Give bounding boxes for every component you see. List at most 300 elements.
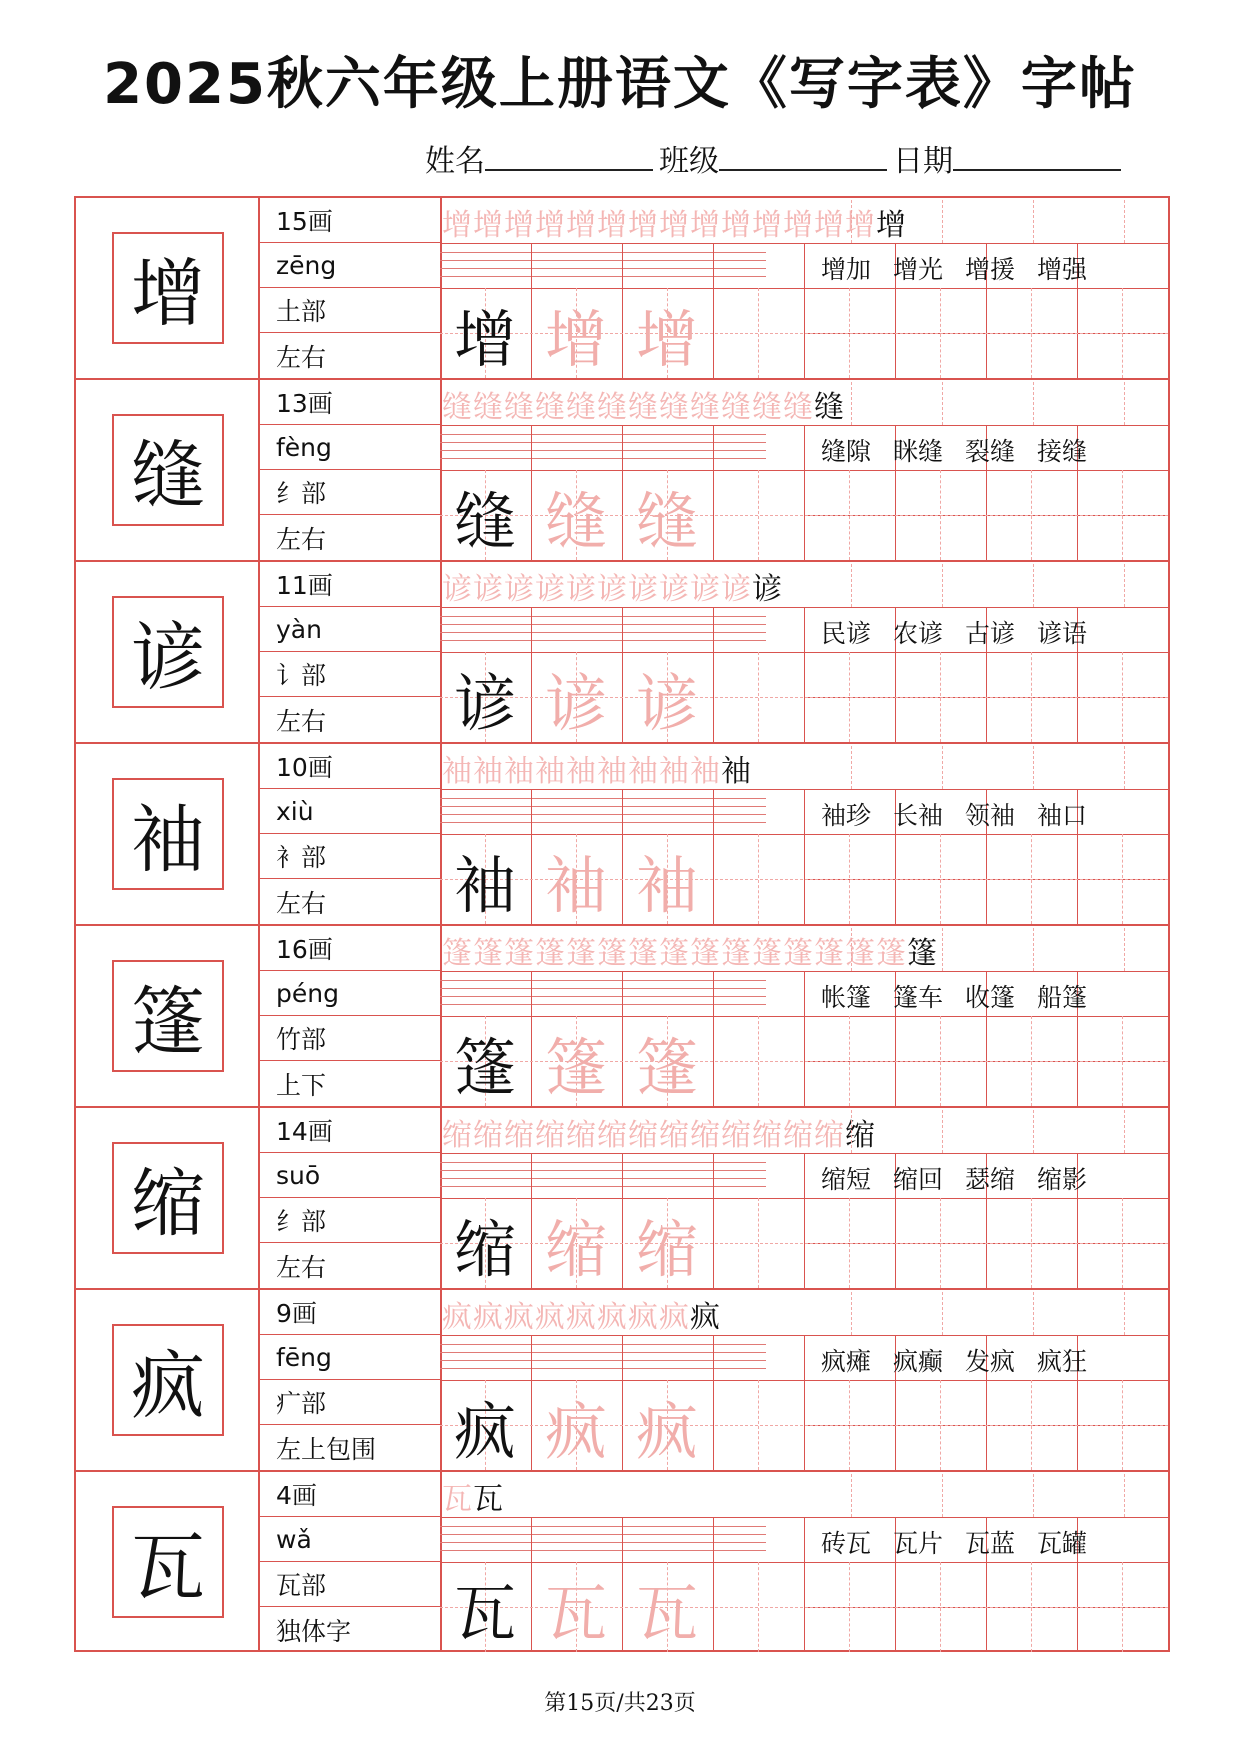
practice-cell[interactable] xyxy=(895,288,985,378)
pinyin: péng xyxy=(258,971,440,1016)
character-row xyxy=(76,1108,1168,1290)
stroke-step: 增 xyxy=(597,208,628,243)
practice-cell[interactable] xyxy=(986,834,1076,924)
tracing-character: 增 xyxy=(635,302,698,376)
radical: 竹部 xyxy=(258,1016,440,1061)
practice-cell[interactable] xyxy=(986,1562,1076,1652)
structure: 上下 xyxy=(276,1070,327,1100)
stroke-step: 缩 xyxy=(845,1118,876,1153)
guide-line xyxy=(1033,382,1034,425)
word: 裂缝 xyxy=(965,437,1016,466)
grid-line xyxy=(1168,607,1169,742)
guide-line xyxy=(1033,928,1034,971)
pinyin-line xyxy=(440,1344,766,1345)
practice-cell[interactable] xyxy=(986,1016,1076,1106)
pinyin-line xyxy=(440,276,766,277)
stroke-step: 缩 xyxy=(690,1118,721,1153)
pinyin-line xyxy=(440,442,766,443)
stroke-step: 增 xyxy=(442,208,473,243)
pinyin-line xyxy=(440,822,766,823)
word: 瑟缩 xyxy=(965,1165,1016,1194)
word: 长袖 xyxy=(893,801,944,830)
word: 农谚 xyxy=(893,619,944,648)
character-row xyxy=(76,562,1168,744)
stroke-step: 袖 xyxy=(566,754,597,789)
practice-cell[interactable] xyxy=(1077,288,1167,378)
stroke-step: 袖 xyxy=(504,754,535,789)
word-list xyxy=(821,1524,1087,1560)
word: 瓦片 xyxy=(893,1529,944,1558)
stroke-step: 缝 xyxy=(566,390,597,425)
stroke-step: 袖 xyxy=(473,754,504,789)
pinyin-line xyxy=(440,1526,766,1527)
stroke-count: 4画 xyxy=(258,1472,440,1517)
word: 增光 xyxy=(893,255,944,284)
stroke-step: 袖 xyxy=(628,754,659,789)
pinyin-line xyxy=(440,434,766,435)
radical: 纟部 xyxy=(258,1198,440,1243)
structure: 左右 xyxy=(276,706,327,736)
word: 收篷 xyxy=(965,983,1016,1012)
tracing-character: 疯 xyxy=(635,1394,698,1468)
word: 篷车 xyxy=(893,983,944,1012)
practice-model-character: 增 xyxy=(453,302,516,376)
practice-cell[interactable] xyxy=(986,288,1076,378)
pinyin-line xyxy=(440,988,766,989)
word: 帐篷 xyxy=(821,983,872,1012)
stroke-step: 疯 xyxy=(628,1300,659,1335)
grid-line xyxy=(1168,243,1169,378)
guide-line xyxy=(1033,1110,1034,1153)
stroke-count: 15画 xyxy=(258,198,440,243)
guide-line xyxy=(1124,746,1125,789)
practice-cell[interactable] xyxy=(804,470,894,560)
word: 缝隙 xyxy=(821,437,872,466)
stroke-step: 缩 xyxy=(442,1118,473,1153)
stroke-step: 缩 xyxy=(535,1118,566,1153)
stroke-step: 缩 xyxy=(504,1118,535,1153)
grid-line xyxy=(1168,971,1169,1106)
stroke-step: 疯 xyxy=(442,1300,473,1335)
stroke-step: 缩 xyxy=(566,1118,597,1153)
pinyin-line xyxy=(440,1360,766,1361)
stroke-step: 缩 xyxy=(628,1118,659,1153)
stroke-step: 谚 xyxy=(721,572,752,607)
word-list xyxy=(821,1342,1087,1378)
model-character: 疯 xyxy=(112,1324,224,1436)
tracing-character: 瓦 xyxy=(544,1576,607,1650)
stroke-step: 疯 xyxy=(690,1300,721,1335)
pinyin: fēng xyxy=(258,1335,440,1380)
stroke-sequence xyxy=(442,200,907,244)
tracing-character: 缝 xyxy=(635,484,698,558)
practice-cell[interactable] xyxy=(713,1562,803,1652)
pinyin: suō xyxy=(258,1153,440,1198)
tracing-character: 篷 xyxy=(544,1030,607,1104)
tracing-character: 缝 xyxy=(544,484,607,558)
guide-line xyxy=(851,746,852,789)
stroke-step: 缩 xyxy=(814,1118,845,1153)
stroke-step: 篷 xyxy=(752,936,783,971)
stroke-step: 谚 xyxy=(628,572,659,607)
guide-line xyxy=(1033,746,1034,789)
practice-cell[interactable] xyxy=(895,1562,985,1652)
stroke-step: 缩 xyxy=(659,1118,690,1153)
practice-model-character: 疯 xyxy=(453,1394,516,1468)
practice-cell[interactable] xyxy=(713,1016,803,1106)
model-character: 瓦 xyxy=(112,1506,224,1618)
guide-line xyxy=(1124,928,1125,971)
stroke-step: 谚 xyxy=(690,572,721,607)
structure: 左右 xyxy=(276,888,327,918)
stroke-step: 缩 xyxy=(783,1118,814,1153)
grid-line xyxy=(1168,1517,1169,1652)
stroke-step: 疯 xyxy=(473,1300,504,1335)
stroke-step: 篷 xyxy=(721,936,752,971)
word-list xyxy=(821,250,1087,286)
guide-line xyxy=(1124,200,1125,243)
stroke-step: 篷 xyxy=(566,936,597,971)
date-blank[interactable] xyxy=(953,139,1121,171)
guide-line xyxy=(942,200,943,243)
guide-line xyxy=(1124,1110,1125,1153)
pinyin-line xyxy=(440,1534,766,1535)
practice-cell[interactable] xyxy=(804,652,894,742)
stroke-step: 篷 xyxy=(535,936,566,971)
pinyin-line xyxy=(440,458,766,459)
character-row xyxy=(76,1290,1168,1472)
word-list xyxy=(821,432,1087,468)
stroke-step: 缝 xyxy=(504,390,535,425)
pinyin-line xyxy=(440,814,766,815)
grid-line xyxy=(1168,789,1169,924)
tracing-character: 疯 xyxy=(544,1394,607,1468)
guide-line xyxy=(851,1474,852,1517)
guide-line xyxy=(942,382,943,425)
stroke-step: 缝 xyxy=(473,390,504,425)
structure: 独体字 xyxy=(276,1616,352,1646)
guide-line xyxy=(942,1292,943,1335)
practice-cell[interactable] xyxy=(895,652,985,742)
name-blank[interactable] xyxy=(485,139,653,171)
pinyin-line xyxy=(440,1550,766,1551)
practice-cell[interactable] xyxy=(895,1380,985,1470)
stroke-step: 篷 xyxy=(659,936,690,971)
pinyin: fèng xyxy=(258,425,440,470)
stroke-step: 缝 xyxy=(752,390,783,425)
stroke-step: 缝 xyxy=(597,390,628,425)
structure: 左右 xyxy=(276,342,327,372)
practice-cell[interactable] xyxy=(804,1016,894,1106)
word: 瓦罐 xyxy=(1037,1529,1088,1558)
model-character: 袖 xyxy=(112,778,224,890)
practice-cell[interactable] xyxy=(804,1198,894,1288)
model-character: 缝 xyxy=(112,414,224,526)
stroke-sequence xyxy=(442,746,752,790)
stroke-sequence xyxy=(442,1474,504,1518)
student-info xyxy=(425,136,1127,180)
grid-line xyxy=(1168,1335,1169,1470)
tracing-character: 增 xyxy=(544,302,607,376)
word: 发疯 xyxy=(965,1347,1016,1376)
practice-cell[interactable] xyxy=(713,652,803,742)
radical: 衤部 xyxy=(258,834,440,879)
guide-line xyxy=(1124,1292,1125,1335)
stroke-step: 增 xyxy=(876,208,907,243)
word: 砖瓦 xyxy=(821,1529,872,1558)
practice-cell[interactable] xyxy=(713,834,803,924)
stroke-step: 疯 xyxy=(535,1300,566,1335)
practice-cell[interactable] xyxy=(895,1198,985,1288)
name-label: 姓名 xyxy=(425,144,485,179)
practice-cell[interactable] xyxy=(1077,1016,1167,1106)
practice-cell[interactable] xyxy=(986,470,1076,560)
practice-cell[interactable] xyxy=(1077,1380,1167,1470)
pinyin-line xyxy=(440,260,766,261)
stroke-step: 篷 xyxy=(690,936,721,971)
pinyin-line xyxy=(440,1368,766,1369)
practice-cell[interactable] xyxy=(986,1380,1076,1470)
pinyin-line xyxy=(440,1162,766,1163)
practice-model-character: 缩 xyxy=(453,1212,516,1286)
practice-grid xyxy=(74,196,1170,1652)
practice-cell[interactable] xyxy=(804,834,894,924)
stroke-step: 增 xyxy=(566,208,597,243)
stroke-step: 篷 xyxy=(442,936,473,971)
radical: 疒部 xyxy=(258,1380,440,1425)
guide-line xyxy=(942,564,943,607)
stroke-step: 增 xyxy=(659,208,690,243)
pinyin-line xyxy=(440,1542,766,1543)
practice-cell[interactable] xyxy=(713,1198,803,1288)
tracing-character: 篷 xyxy=(635,1030,698,1104)
guide-line xyxy=(1124,564,1125,607)
stroke-step: 谚 xyxy=(752,572,783,607)
radical: 纟部 xyxy=(258,470,440,515)
radical: 讠部 xyxy=(258,652,440,697)
tracing-character: 谚 xyxy=(544,666,607,740)
class-blank[interactable] xyxy=(719,139,887,171)
guide-line xyxy=(1124,382,1125,425)
practice-cell[interactable] xyxy=(986,1198,1076,1288)
word: 谚语 xyxy=(1037,619,1088,648)
practice-model-character: 瓦 xyxy=(453,1576,516,1650)
guide-line xyxy=(851,200,852,243)
stroke-step: 篷 xyxy=(814,936,845,971)
practice-cell[interactable] xyxy=(804,288,894,378)
stroke-step: 缩 xyxy=(721,1118,752,1153)
guide-line xyxy=(1124,1474,1125,1517)
model-character: 谚 xyxy=(112,596,224,708)
practice-model-character: 缝 xyxy=(453,484,516,558)
stroke-step: 缝 xyxy=(721,390,752,425)
stroke-count: 16画 xyxy=(258,926,440,971)
word: 疯狂 xyxy=(1037,1347,1088,1376)
stroke-step: 缝 xyxy=(628,390,659,425)
practice-model-character: 篷 xyxy=(453,1030,516,1104)
practice-cell[interactable] xyxy=(1077,652,1167,742)
stroke-step: 谚 xyxy=(473,572,504,607)
stroke-step: 缩 xyxy=(473,1118,504,1153)
stroke-step: 谚 xyxy=(535,572,566,607)
stroke-step: 篷 xyxy=(907,936,938,971)
stroke-sequence xyxy=(442,564,783,608)
structure: 左上包围 xyxy=(276,1434,377,1464)
stroke-step: 瓦 xyxy=(442,1482,473,1517)
guide-line xyxy=(942,1474,943,1517)
word: 增援 xyxy=(965,255,1016,284)
word: 古谚 xyxy=(965,619,1016,648)
word-list xyxy=(821,978,1087,1014)
stroke-step: 缝 xyxy=(814,390,845,425)
stroke-step: 谚 xyxy=(597,572,628,607)
stroke-step: 袖 xyxy=(597,754,628,789)
practice-cell[interactable] xyxy=(713,1380,803,1470)
practice-model-character: 袖 xyxy=(453,848,516,922)
stroke-count: 10画 xyxy=(258,744,440,789)
guide-line xyxy=(942,1110,943,1153)
stroke-step: 谚 xyxy=(566,572,597,607)
stroke-step: 袖 xyxy=(721,754,752,789)
pinyin-line xyxy=(440,450,766,451)
stroke-count: 14画 xyxy=(258,1108,440,1153)
stroke-step: 谚 xyxy=(504,572,535,607)
pinyin-line xyxy=(440,1178,766,1179)
practice-cell[interactable] xyxy=(1077,834,1167,924)
practice-cell[interactable] xyxy=(1077,470,1167,560)
practice-cell[interactable] xyxy=(895,834,985,924)
stroke-step: 增 xyxy=(783,208,814,243)
guide-line xyxy=(851,1292,852,1335)
tracing-character: 袖 xyxy=(635,848,698,922)
stroke-step: 增 xyxy=(628,208,659,243)
stroke-step: 缝 xyxy=(442,390,473,425)
character-row xyxy=(76,198,1168,380)
model-character: 缩 xyxy=(112,1142,224,1254)
radical: 瓦部 xyxy=(258,1562,440,1607)
stroke-sequence xyxy=(442,928,938,972)
stroke-step: 疯 xyxy=(566,1300,597,1335)
stroke-step: 疯 xyxy=(659,1300,690,1335)
guide-line xyxy=(851,928,852,971)
stroke-step: 增 xyxy=(752,208,783,243)
word: 眯缝 xyxy=(893,437,944,466)
tracing-character: 瓦 xyxy=(635,1576,698,1650)
class-label: 班级 xyxy=(659,144,719,179)
word-list xyxy=(821,614,1087,650)
word: 缩短 xyxy=(821,1165,872,1194)
stroke-step: 增 xyxy=(814,208,845,243)
practice-cell[interactable] xyxy=(1077,1198,1167,1288)
practice-cell[interactable] xyxy=(895,1016,985,1106)
stroke-step: 瓦 xyxy=(473,1482,504,1517)
model-character: 增 xyxy=(112,232,224,344)
stroke-step: 增 xyxy=(535,208,566,243)
pinyin-line xyxy=(440,1352,766,1353)
pinyin: yàn xyxy=(258,607,440,652)
practice-cell[interactable] xyxy=(986,652,1076,742)
practice-cell[interactable] xyxy=(804,1562,894,1652)
pinyin: zēng xyxy=(258,243,440,288)
pinyin-line xyxy=(440,1170,766,1171)
pinyin: xiù xyxy=(258,789,440,834)
word: 袖珍 xyxy=(821,801,872,830)
practice-cell[interactable] xyxy=(1077,1562,1167,1652)
word: 疯瘫 xyxy=(821,1347,872,1376)
character-row xyxy=(76,744,1168,926)
pinyin-line xyxy=(440,624,766,625)
stroke-step: 袖 xyxy=(535,754,566,789)
guide-line xyxy=(851,1110,852,1153)
pinyin-line xyxy=(440,980,766,981)
practice-cell[interactable] xyxy=(895,470,985,560)
stroke-step: 缝 xyxy=(783,390,814,425)
character-row xyxy=(76,1472,1168,1654)
pinyin-line xyxy=(440,996,766,997)
page-footer: 第15页/共23页 xyxy=(544,1691,696,1716)
guide-line xyxy=(1033,564,1034,607)
tracing-character: 袖 xyxy=(544,848,607,922)
word: 增强 xyxy=(1037,255,1088,284)
pinyin-line xyxy=(440,806,766,807)
stroke-step: 缝 xyxy=(690,390,721,425)
grid-line xyxy=(1168,1153,1169,1288)
character-row xyxy=(76,380,1168,562)
stroke-step: 缝 xyxy=(659,390,690,425)
stroke-step: 篷 xyxy=(473,936,504,971)
stroke-sequence xyxy=(442,382,845,426)
character-row xyxy=(76,926,1168,1108)
word: 缩回 xyxy=(893,1165,944,1194)
pinyin-line xyxy=(440,640,766,641)
word: 民谚 xyxy=(821,619,872,648)
stroke-step: 增 xyxy=(473,208,504,243)
stroke-step: 篷 xyxy=(783,936,814,971)
stroke-step: 谚 xyxy=(442,572,473,607)
guide-line xyxy=(942,928,943,971)
tracing-character: 谚 xyxy=(635,666,698,740)
practice-model-character: 谚 xyxy=(453,666,516,740)
stroke-step: 袖 xyxy=(442,754,473,789)
practice-cell[interactable] xyxy=(804,1380,894,1470)
pinyin-line xyxy=(440,1004,766,1005)
structure: 左右 xyxy=(276,524,327,554)
stroke-step: 缩 xyxy=(752,1118,783,1153)
stroke-step: 篷 xyxy=(876,936,907,971)
guide-line xyxy=(1033,1474,1034,1517)
stroke-step: 增 xyxy=(845,208,876,243)
word-list xyxy=(821,796,1087,832)
date-label: 日期 xyxy=(893,144,953,179)
stroke-sequence xyxy=(442,1110,876,1154)
guide-line xyxy=(851,564,852,607)
stroke-step: 袖 xyxy=(690,754,721,789)
practice-cell[interactable] xyxy=(713,288,803,378)
stroke-step: 疯 xyxy=(504,1300,535,1335)
pinyin-line xyxy=(440,616,766,617)
guide-line xyxy=(1033,1292,1034,1335)
stroke-count: 9画 xyxy=(258,1290,440,1335)
stroke-sequence xyxy=(442,1292,721,1336)
stroke-count: 13画 xyxy=(258,380,440,425)
stroke-step: 谚 xyxy=(659,572,690,607)
word: 疯癫 xyxy=(893,1347,944,1376)
practice-cell[interactable] xyxy=(713,470,803,560)
stroke-step: 篷 xyxy=(597,936,628,971)
stroke-step: 增 xyxy=(690,208,721,243)
word: 领袖 xyxy=(965,801,1016,830)
page-title: 2025秋六年级上册语文《写字表》字帖 xyxy=(103,52,1137,117)
